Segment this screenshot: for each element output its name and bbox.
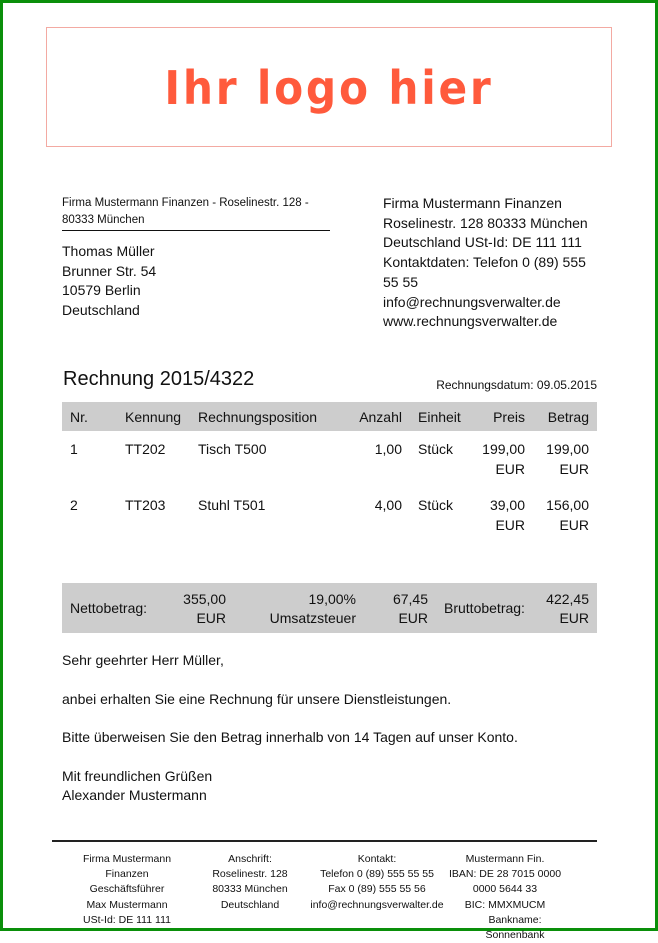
footer-text: Anschrift: <box>228 853 272 865</box>
tax-value: 67,45 <box>392 591 428 607</box>
footer-text: Bankname: Sonnenbank <box>485 913 545 942</box>
recipient-address <box>62 242 156 321</box>
betrag-currency: EUR <box>559 460 589 477</box>
footer-text: Max Mustermann <box>86 898 168 911</box>
company-website: www.rechnungsverwalter.de <box>383 313 558 330</box>
cell-nr: 1 <box>70 441 78 457</box>
recipient-city: 10579 Berlin <box>62 282 141 299</box>
totals-band <box>62 583 597 633</box>
brutto-value: 422,45 <box>546 591 589 607</box>
column-header-kennung: Kennung <box>125 408 182 425</box>
footer-text: BIC: MMXMUCM <box>464 898 546 911</box>
tax-currency: EUR <box>398 610 428 626</box>
company-info <box>383 194 603 332</box>
footer-text: Geschäftsführer <box>89 883 165 896</box>
tax-rate: 19,00% <box>308 591 356 607</box>
sender-return-address: Firma Mustermann Finanzen - Roselinestr. 128 - 80333 München <box>62 195 330 231</box>
footer-text: Kontakt: <box>357 853 397 865</box>
footer-text: info@rechnungsverwalter.de <box>310 898 444 911</box>
logo-placeholder <box>46 27 612 147</box>
footer-bank <box>440 852 570 943</box>
cell-betrag <box>533 487 597 543</box>
cell-kennung: TT203 <box>125 497 166 513</box>
footer-text: Fax 0 (89) 555 55 56 <box>328 883 426 896</box>
footer-text: Telefon 0 (89) 555 55 55 <box>320 868 434 881</box>
footer-text: 0000 5644 33 <box>472 883 538 896</box>
table-header-row <box>62 402 597 431</box>
column-header-anzahl: Anzahl <box>359 408 402 425</box>
company-line: Kontaktdaten: Telefon 0 (89) 555 55 55 <box>383 254 586 290</box>
betrag-value: 199,00 <box>546 441 589 457</box>
footer-contact <box>302 852 452 913</box>
invoice-title: Rechnung 2015/4322 <box>63 368 255 390</box>
column-header-position: Rechnungsposition <box>198 408 318 425</box>
footer-text: IBAN: DE 28 7015 0000 <box>448 868 562 881</box>
cell-einheit: Stück <box>418 497 454 513</box>
footer-divider <box>52 840 597 842</box>
signature: Alexander Mustermann <box>62 787 207 803</box>
greeting: Sehr geehrter Herr Müller, <box>62 652 224 668</box>
cell-position: Stuhl T501 <box>198 497 266 513</box>
cell-anzahl: 4,00 <box>374 497 402 513</box>
netto-label: Nettobetrag: <box>70 600 148 616</box>
invoice-date: Rechnungsdatum: 09.05.2015 <box>436 378 597 392</box>
preis-currency: EUR <box>495 516 525 533</box>
column-header-einheit: Einheit <box>418 408 461 425</box>
column-header-betrag: Betrag <box>547 408 589 425</box>
preis-value: 39,00 <box>489 497 525 513</box>
betrag-value: 156,00 <box>546 497 589 513</box>
table-row <box>62 431 597 487</box>
letter-paragraph: anbei erhalten Sie eine Rechnung für unsere Dienstleistungen. <box>62 690 452 707</box>
betrag-currency: EUR <box>559 516 589 533</box>
column-header-preis: Preis <box>493 408 525 425</box>
footer-text: Mustermann Fin. <box>465 853 545 865</box>
preis-value: 199,00 <box>482 441 525 457</box>
footer-text: 80333 München <box>212 883 288 896</box>
company-line: Firma Mustermann Finanzen <box>383 195 562 211</box>
tax-label: Umsatzsteuer <box>269 610 356 626</box>
cell-einheit: Stück <box>418 441 454 457</box>
cell-position: Tisch T500 <box>198 441 267 457</box>
netto-amount <box>183 590 226 628</box>
company-line: Roselinestr. 128 80333 München <box>383 214 588 231</box>
preis-currency: EUR <box>495 460 525 477</box>
company-email: info@rechnungsverwalter.de <box>383 293 561 310</box>
table-row <box>62 487 597 543</box>
brutto-amount <box>546 590 589 628</box>
netto-value: 355,00 <box>183 591 226 607</box>
invoice-items-table <box>62 402 597 543</box>
footer-text: USt-Id: DE 111 111 <box>83 913 171 926</box>
closing: Mit freundlichen Grüßen <box>62 767 213 784</box>
recipient-name: Thomas Müller <box>62 243 155 259</box>
footer-text: Finanzen <box>105 868 149 881</box>
footer-company <box>62 852 192 928</box>
footer-text: Deutschland <box>220 898 280 911</box>
cell-betrag <box>533 431 597 487</box>
letter-body <box>62 651 518 806</box>
logo-text: Ihr logo hier <box>164 61 494 115</box>
netto-currency: EUR <box>196 610 226 626</box>
brutto-label: Bruttobetrag: <box>444 600 525 616</box>
tax-info <box>270 590 356 628</box>
cell-nr: 2 <box>70 497 78 513</box>
brutto-currency: EUR <box>559 610 589 626</box>
cell-preis <box>470 431 533 487</box>
recipient-street: Brunner Str. 54 <box>62 262 157 279</box>
tax-amount <box>393 590 428 628</box>
cell-preis <box>470 487 533 543</box>
footer-text: Firma Mustermann <box>82 853 172 865</box>
recipient-country: Deutschland <box>62 302 140 319</box>
company-line: Deutschland USt-Id: DE 111 111 <box>383 234 582 251</box>
letter-paragraph: Bitte überweisen Sie den Betrag innerhalb von 14 Tagen auf unser Konto. <box>62 729 518 745</box>
column-header-nr: Nr. <box>70 408 88 425</box>
cell-anzahl: 1,00 <box>374 441 402 457</box>
footer-text: Roselinestr. 128 <box>212 868 288 881</box>
cell-kennung: TT202 <box>125 441 166 457</box>
footer-address <box>205 852 295 913</box>
